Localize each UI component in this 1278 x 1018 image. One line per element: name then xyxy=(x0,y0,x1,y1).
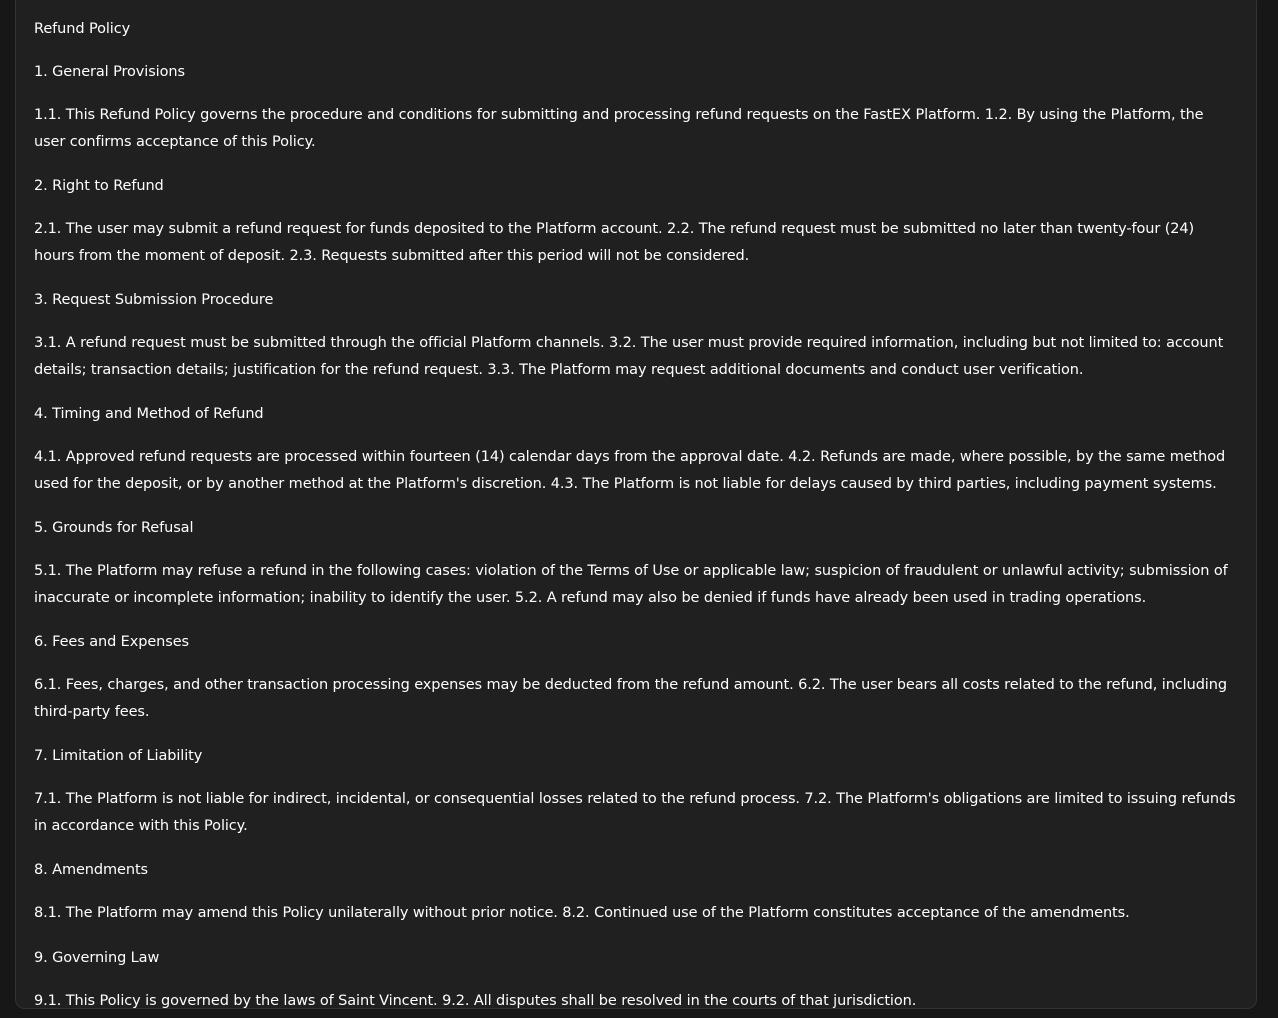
policy-section-2 xyxy=(34,174,1238,269)
policy-section-7 xyxy=(34,744,1238,839)
section-body: 9.1. This Policy is governed by the laws of Saint Vincent. 9.2. All disputes shall be resolved in the courts of that jurisdiction. xyxy=(34,992,917,1009)
refund-policy-panel[interactable] xyxy=(15,0,1257,1009)
section-body: 8.1. The Platform may amend this Policy unilaterally without prior notice. 8.2. Continued use of the Platform constitutes acceptance of the amendments. xyxy=(34,905,1130,921)
section-heading: 4. Timing and Method of Refund xyxy=(34,406,264,422)
section-body: 6.1. Fees, charges, and other transaction processing expenses may be deducted from the refund amount. 6.2. The user bears all costs related to the refund, including third-party fees. xyxy=(34,677,1227,720)
section-body: 7.1. The Platform is not liable for indirect, incidental, or consequential losses related to the refund process. 7.2. The Platform's obligations are limited to issuing refunds in accordance with this Policy. xyxy=(34,791,1236,834)
policy-section-9 xyxy=(34,946,1238,1015)
section-heading: 2. Right to Refund xyxy=(34,178,164,194)
section-body: 1.1. This Refund Policy governs the procedure and conditions for submitting and processing refund requests on the FastEX Platform. 1.2. By using the Platform, the user confirms acceptance of this Policy. xyxy=(34,107,1204,150)
section-heading: 9. Governing Law xyxy=(34,949,160,966)
section-body: 2.1. The user may submit a refund request for funds deposited to the Platform account. 2.2. The refund request must be submitted no later than twenty-four (24) hours from the moment of deposit. 2.3. Requests submitted after this period will not be considered. xyxy=(34,221,1195,264)
policy-section-5 xyxy=(34,516,1238,611)
section-body: 5.1. The Platform may refuse a refund in the following cases: violation of the Terms of Use or applicable law; suspicion of fraudulent or unlawful activity; submission of inaccurate or incomplete information; inability to identify the user. 5.2. A refund may also be denied if funds have already been used in trading operations. xyxy=(34,563,1228,606)
policy-section-4 xyxy=(34,402,1238,497)
section-heading: 5. Grounds for Refusal xyxy=(34,520,194,536)
section-heading: 8. Amendments xyxy=(34,862,148,878)
section-heading: 1. General Provisions xyxy=(34,64,185,80)
document-title: Refund Policy xyxy=(34,21,131,37)
section-heading: 6. Fees and Expenses xyxy=(34,634,189,650)
section-heading: 7. Limitation of Liability xyxy=(34,748,203,764)
policy-section-1 xyxy=(34,60,1238,155)
section-heading: 3. Request Submission Procedure xyxy=(34,292,274,308)
section-body: 4.1. Approved refund requests are processed within fourteen (14) calendar days from the approval date. 4.2. Refunds are made, where possible, by the same method used for the deposit, or by another method at the Platform's discretion. 4.3. The Platform is not liable for delays caused by third parties, including payment systems. xyxy=(34,449,1226,492)
policy-section-3 xyxy=(34,288,1238,383)
section-body: 3.1. A refund request must be submitted through the official Platform channels. 3.2. The user must provide required information, including but not limited to: account details; transaction details; justification for the refund request. 3.3. The Platform may request additional documents and conduct user verification. xyxy=(34,335,1224,378)
policy-section-6 xyxy=(34,630,1238,725)
policy-section-8 xyxy=(34,858,1238,927)
